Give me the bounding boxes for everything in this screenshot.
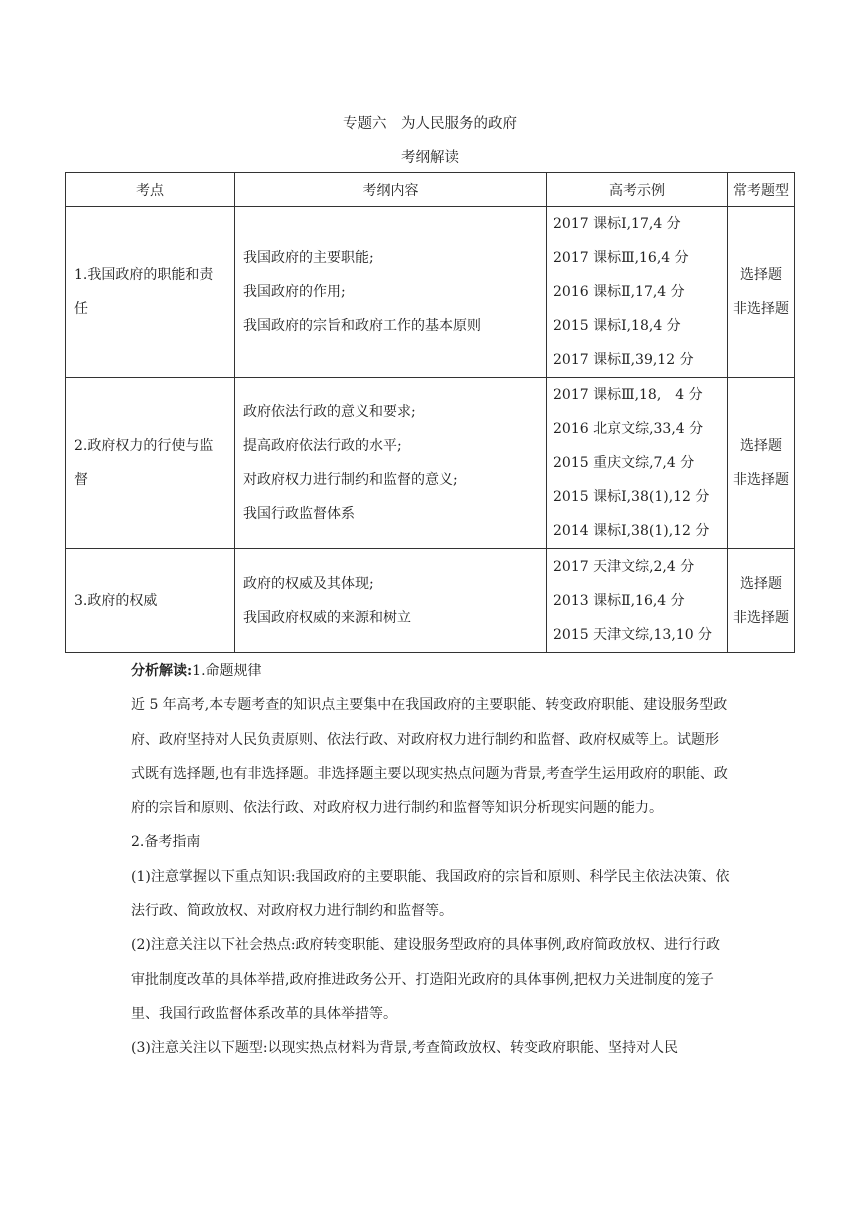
examples-cell xyxy=(547,207,728,378)
type-line: 非选择题 xyxy=(733,609,789,626)
guide-item-2: (2)注意关注以下社会热点:政府转变职能、建设服务型政府的具体事例,政府简政放权、进行行政审批制度改革的具体举措,政府推进政务公开、打造阳光政府的具体事例,把权力关进制度的笼子里、我国行政监督体系改革的具体举措等。 xyxy=(131,937,720,1022)
table-row xyxy=(66,378,795,549)
document-title: 专题六 为人民服务的政府 xyxy=(343,116,517,132)
example-line: 2015 课标Ⅰ,18,4 分 xyxy=(553,318,681,334)
type-cell xyxy=(728,207,795,378)
content-line: 提高政府依法行政的水平; xyxy=(243,438,402,454)
table-header-row xyxy=(66,173,795,207)
analysis-section xyxy=(131,654,731,1066)
topic-cell: 2.政府权力的行使与监督 xyxy=(66,378,235,549)
table-row xyxy=(66,549,795,653)
header-question-type: 常考题型 xyxy=(728,173,795,207)
header-topic: 考点 xyxy=(66,173,235,207)
example-line: 2016 课标Ⅱ,17,4 分 xyxy=(553,284,685,300)
content-cell xyxy=(235,549,547,653)
type-line: 选择题 xyxy=(740,267,782,283)
document-subtitle: 考纲解读 xyxy=(401,150,459,166)
topic-cell: 1.我国政府的职能和责任 xyxy=(66,207,235,378)
example-line: 2015 课标Ⅰ,38(1),12 分 xyxy=(553,489,710,505)
example-line: 2013 课标Ⅱ,16,4 分 xyxy=(553,592,685,609)
example-line: 2014 课标Ⅰ,38(1),12 分 xyxy=(553,523,710,539)
analysis-heading xyxy=(131,654,731,688)
guide-item-3: (3)注意关注以下题型:以现实热点材料为背景,考查简政放权、转变政府职能、坚持对人民 xyxy=(131,1040,678,1057)
example-line: 2017 天津文综,2,4 分 xyxy=(553,558,695,575)
type-line: 非选择题 xyxy=(733,301,789,317)
table-row xyxy=(66,207,795,378)
examples-cell xyxy=(547,378,728,549)
type-line: 选择题 xyxy=(740,575,782,592)
type-line: 非选择题 xyxy=(733,472,789,488)
content-line: 政府依法行政的意义和要求; xyxy=(243,404,416,420)
examples-cell xyxy=(547,549,728,653)
content-line: 我国政府的主要职能; xyxy=(243,250,374,266)
content-line: 我国行政监督体系 xyxy=(243,506,355,522)
type-cell xyxy=(728,378,795,549)
content-cell xyxy=(235,378,547,549)
example-line: 2017 课标Ⅰ,17,4 分 xyxy=(553,216,681,232)
type-cell xyxy=(728,549,795,653)
section2-title: 2.备考指南 xyxy=(131,834,201,851)
analysis-lead-label: 分析解读: xyxy=(131,663,193,679)
content-line: 政府的权威及其体现; xyxy=(243,575,374,592)
syllabus-table xyxy=(65,172,795,653)
content-line: 我国政府的宗旨和政府工作的基本原则 xyxy=(243,318,481,334)
example-line: 2015 天津文综,13,10 分 xyxy=(553,626,713,643)
header-examples: 高考示例 xyxy=(547,173,728,207)
content-line: 我国政府的作用; xyxy=(243,284,346,300)
content-line: 对政府权力进行制约和监督的意义; xyxy=(243,472,458,488)
example-line: 2017 课标Ⅲ,16,4 分 xyxy=(553,250,689,266)
content-cell xyxy=(235,207,547,378)
topic-cell: 3.政府的权威 xyxy=(66,549,235,653)
example-line: 2017 课标Ⅲ,18, 4 分 xyxy=(553,387,703,403)
header-content: 考纲内容 xyxy=(235,173,547,207)
content-line: 我国政府权威的来源和树立 xyxy=(243,609,411,626)
example-line: 2015 重庆文综,7,4 分 xyxy=(553,455,695,471)
section1-body: 近 5 年高考,本专题考查的知识点主要集中在我国政府的主要职能、转变政府职能、建设服务型政府、政府坚持对人民负责原则、依法行政、对政府权力进行制约和监督、政府权威等上。试题形式既有选择题,也有非选择题。非选择题主要以现实热点问题为背景,考查学生运用政府的职能、政府的宗旨和原则、依法行政、对政府权力进行制约和监督等知识分析现实问题的能力。 xyxy=(131,697,728,817)
example-line: 2016 北京文综,33,4 分 xyxy=(553,421,704,437)
guide-item-1: (1)注意掌握以下重点知识:我国政府的主要职能、我国政府的宗旨和原则、科学民主依法决策、依法行政、简政放权、对政府权力进行制约和监督等。 xyxy=(131,868,730,920)
example-line: 2017 课标Ⅱ,39,12 分 xyxy=(553,352,694,368)
type-line: 选择题 xyxy=(740,438,782,454)
section1-title: 1.命题规律 xyxy=(192,663,262,679)
